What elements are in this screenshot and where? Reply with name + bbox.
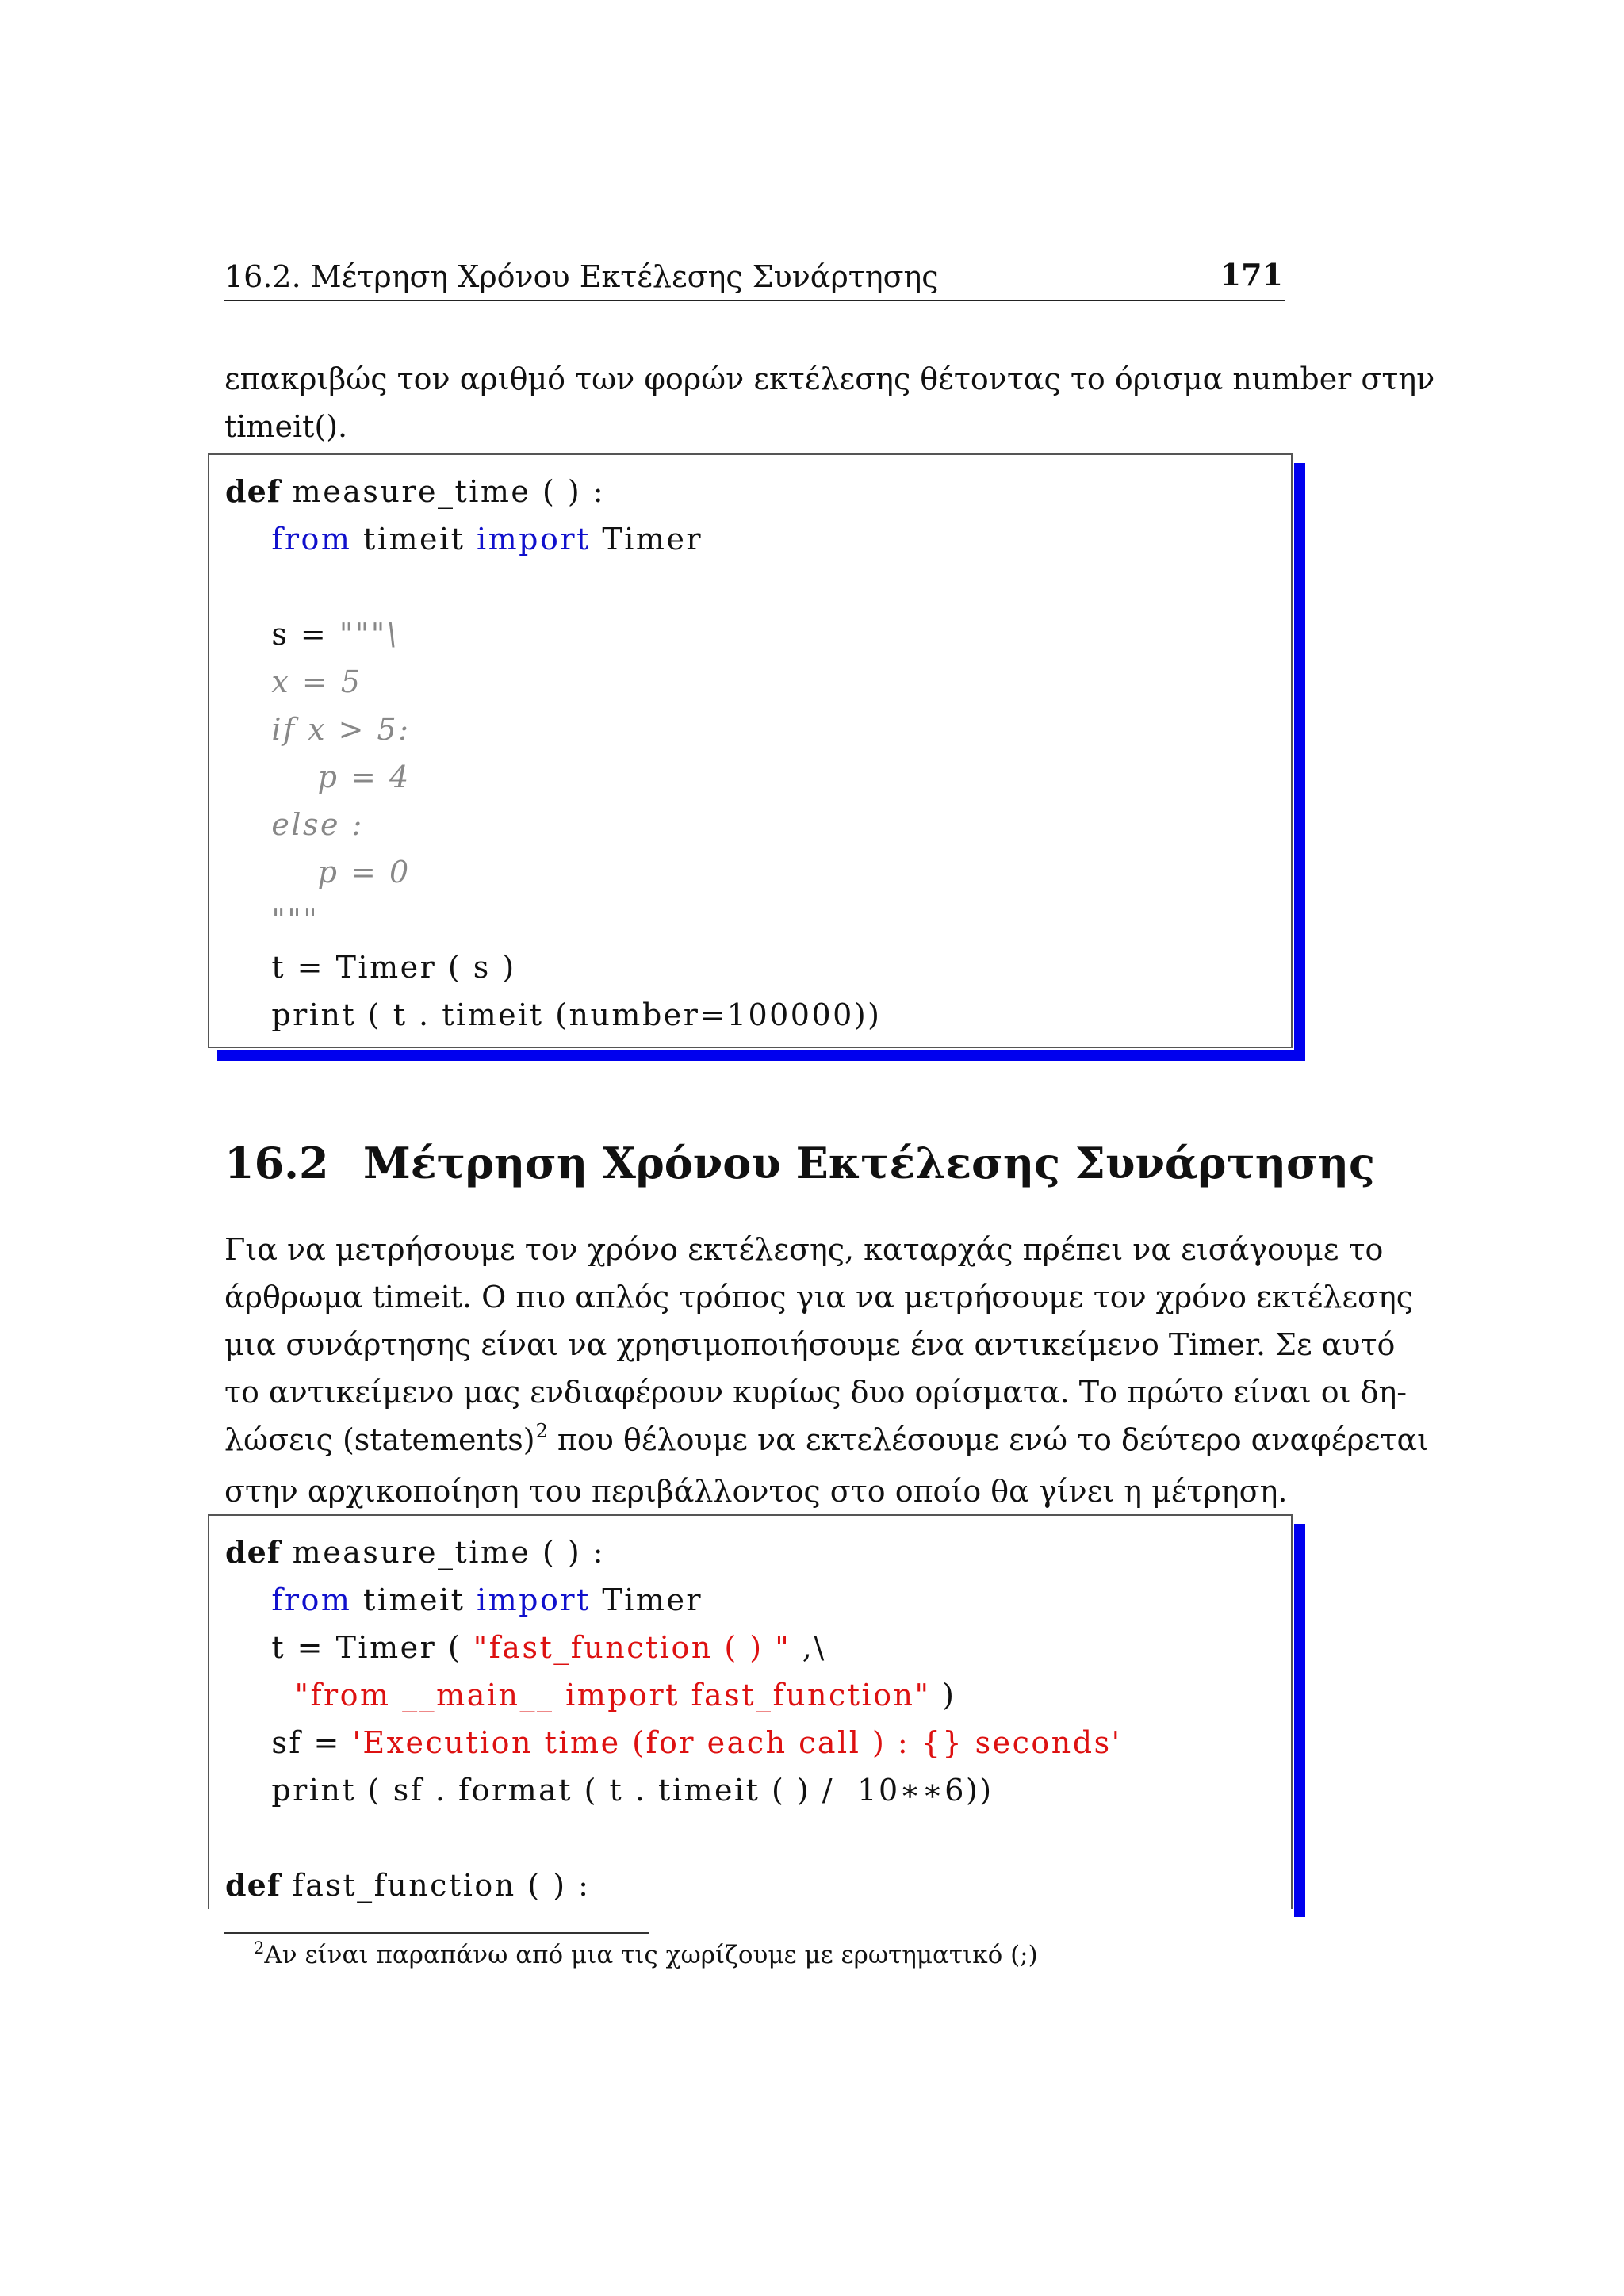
code-token-string: "from __main__ import fast_function": [225, 1678, 931, 1712]
code-line: [225, 610, 881, 658]
code-token-keyword: def: [225, 1867, 282, 1903]
code-token-comment: else :: [225, 807, 364, 842]
section-heading: [224, 1135, 1375, 1191]
code-line: [225, 1576, 1122, 1624]
footnote-rule: [224, 1932, 649, 1934]
listing-shadow-right: [1294, 463, 1305, 1053]
intro-paragraph: [224, 355, 1435, 450]
code-token-plain: [225, 1582, 271, 1617]
running-header: [224, 255, 1285, 301]
listing-shadow-bottom: [217, 1050, 1305, 1061]
code-token-plain: print ( t . timeit (number=100000)): [225, 997, 882, 1032]
code-token-plain: print ( sf . format ( t . timeit ( ) / 10∗∗6)): [225, 1773, 994, 1808]
listing-shadow-right: [1294, 1524, 1305, 1917]
code-line: [225, 943, 881, 991]
code-listing-measure-time-docstring: [208, 453, 1293, 1048]
code-line: [225, 753, 881, 801]
paragraph-line: Για να μετρήσουμε τον χρόνο εκτέλεσης, καταρχάς πρέπει να εισάγουμε το: [224, 1232, 1384, 1267]
section-number: 16.2: [224, 1138, 329, 1188]
code-line: [225, 1814, 1122, 1862]
code-token-comment: if x > 5:: [225, 712, 411, 747]
code-listing-timer-fast-function: [208, 1514, 1293, 1909]
code-line: [225, 991, 881, 1039]
code-line: [225, 1862, 1122, 1909]
section-title: Μέτρηση Χρόνου Εκτέλεσης Συνάρτησης: [363, 1138, 1375, 1188]
code-lines: [225, 468, 881, 1039]
code-token-comment: """\: [339, 617, 400, 652]
code-token-plain: [225, 522, 271, 557]
code-token-plain: t = Timer (: [225, 1630, 473, 1665]
code-line: [225, 515, 881, 563]
code-token-builtin: from: [271, 522, 352, 557]
paragraph-line: επακριβώς τον αριθμό των φορών εκτέλεσης θέτοντας το όρισμα number στην: [224, 362, 1435, 396]
code-token-plain: sf =: [225, 1725, 353, 1760]
code-token-builtin: import: [477, 522, 591, 557]
paragraph-line: το αντικείμενο μας ενδιαφέρουν κυρίως δυο ορίσματα. Το πρώτο είναι οι δη-: [224, 1375, 1408, 1410]
code-line: [225, 801, 881, 848]
page-number: 171: [1220, 257, 1283, 293]
code-line: [225, 563, 881, 610]
code-line: [225, 658, 881, 706]
footnote-text: Αν είναι παραπάνω από μια τις χωρίζουμε με ερωτηματικό (;): [264, 1941, 1038, 1969]
code-token-plain: Timer: [590, 522, 703, 557]
code-token-string: 'Execution time (for each call ) : {} seconds': [352, 1725, 1122, 1760]
code-token-plain: t = Timer ( s ): [225, 950, 516, 985]
code-line: [225, 1624, 1122, 1671]
code-line: [225, 468, 881, 515]
code-token-plain: fast_function ( ) :: [281, 1868, 591, 1903]
paragraph-line: μια συνάρτησης είναι να χρησιμοποιήσουμε ένα αντικείμενο Timer. Σε αυτό: [224, 1327, 1396, 1362]
code-lines: [225, 1529, 1122, 1909]
code-token-plain: Timer: [590, 1582, 703, 1617]
running-header-title: 16.2. Μέτρηση Χρόνου Εκτέλεσης Συνάρτησης: [224, 259, 939, 294]
code-token-comment: x = 5: [225, 664, 362, 699]
code-token-builtin: import: [477, 1582, 591, 1617]
code-token-builtin: from: [271, 1582, 352, 1617]
paragraph-line: άρθρωμα timeit. Ο πιο απλός τρόπος για να μετρήσουμε τον χρόνο εκτέλεσης: [224, 1280, 1414, 1314]
code-line: [225, 1719, 1122, 1766]
footnote: [254, 1937, 1038, 1976]
paragraph-line: timeit().: [224, 409, 348, 444]
body-paragraph: [224, 1226, 1430, 1515]
paragraph-text: λώσεις (statements): [224, 1422, 535, 1457]
footnote-reference[interactable]: 2: [535, 1420, 548, 1442]
code-line: [225, 1529, 1122, 1576]
code-token-comment: """: [225, 902, 320, 937]
code-line: [225, 1671, 1122, 1719]
code-line: [225, 1766, 1122, 1814]
paragraph-line: στην αρχικοποίηση του περιβάλλοντος στο οποίο θα γίνει η μέτρηση.: [224, 1474, 1288, 1509]
code-token-plain: timeit: [351, 1582, 477, 1617]
code-line: [225, 706, 881, 753]
code-token-plain: measure_time ( ) :: [281, 474, 606, 509]
code-token-plain: measure_time ( ) :: [281, 1535, 606, 1570]
paragraph-line: [224, 1416, 1430, 1468]
code-token-comment: p = 0: [225, 855, 411, 890]
code-token-keyword: def: [225, 473, 282, 509]
code-token-plain: s =: [225, 617, 339, 652]
code-token-string: "fast_function ( ) ": [473, 1630, 791, 1665]
code-token-plain: ,\: [791, 1630, 826, 1665]
code-token-comment: p = 4: [225, 760, 411, 794]
code-line: [225, 848, 881, 896]
paragraph-text: που θέλουμε να εκτελέσουμε ενώ το δεύτερο αναφέρεται: [547, 1422, 1430, 1457]
footnote-mark: 2: [254, 1938, 265, 1957]
code-token-plain: timeit: [351, 522, 477, 557]
code-token-keyword: def: [225, 1534, 282, 1570]
code-line: [225, 896, 881, 943]
code-token-plain: ): [930, 1678, 956, 1712]
